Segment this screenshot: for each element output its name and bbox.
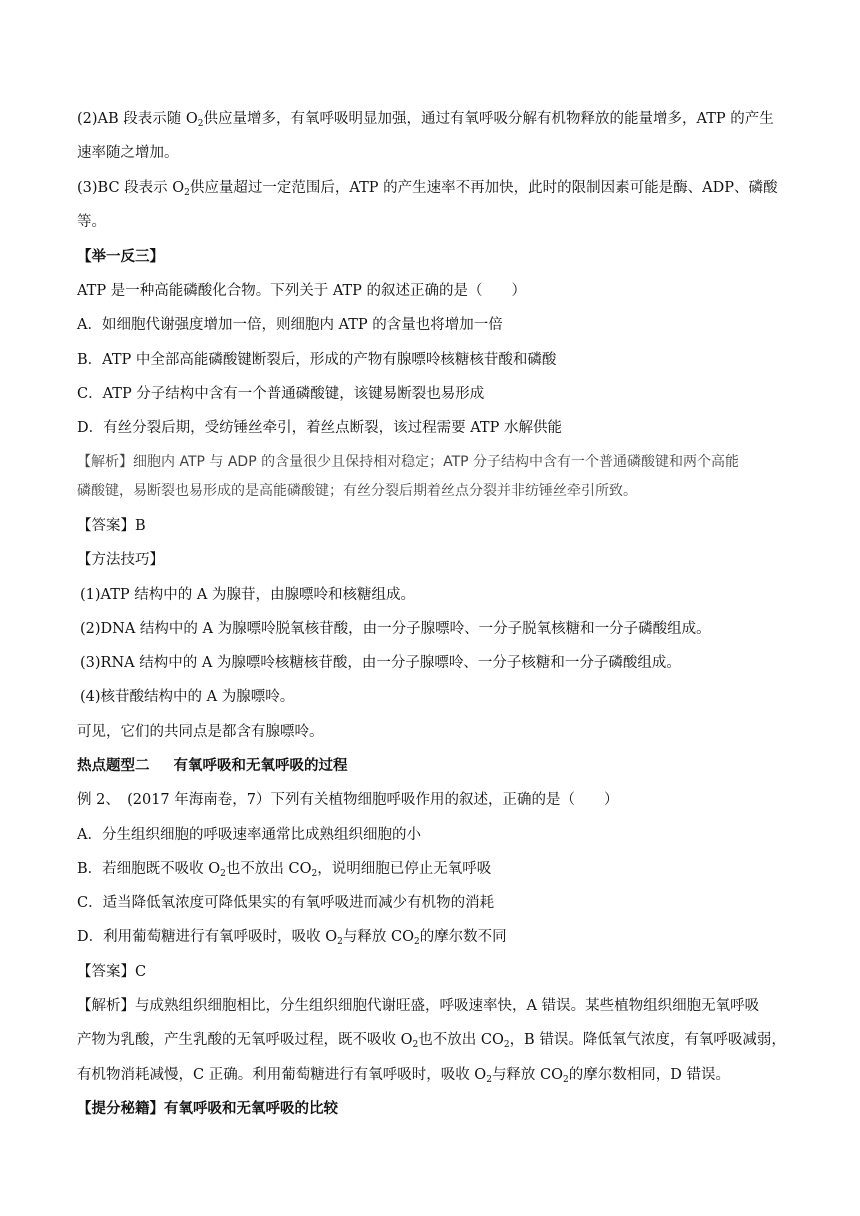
tip-item-1: (1)ATP 结构中的 A 为腺苷，由腺嘌呤和核糖组成。 (80, 587, 415, 603)
paragraph-bc-segment-cont: 等。 (77, 214, 106, 230)
option-a: A．如细胞代谢强度增加一倍，则细胞内 ATP 的含量也将增加一倍 (77, 317, 503, 333)
option-d: D．有丝分裂后期，受纺锤丝牵引，着丝点断裂，该过程需要 ATP 水解供能 (77, 420, 562, 436)
analysis-line-1: 【解析】细胞内 ATP 与 ADP 的含量很少且保持相对稳定；ATP 分子结构中含有一个普通磷酸键和两个高能 (77, 454, 740, 470)
example-2-option-d: D．利用葡萄糖进行有氧呼吸时，吸收 $O_2$与释放 $CO_2$的摩尔数不同 (77, 929, 507, 947)
heading-juyi-fansan: 【举一反三】 (77, 248, 164, 265)
option-b: B．ATP 中全部高能磷酸键断裂后，形成的产物有腺嘌呤核糖核苷酸和磷酸 (77, 352, 557, 368)
paragraph-ab-segment: (2)AB 段表示随 $O_2$供应量增多，有氧呼吸明显加强，通过有氧呼吸分解有机物释放的能量增多，ATP 的产生 (77, 111, 774, 129)
paragraph-ab-segment-cont: 速率随之增加。 (77, 145, 179, 161)
tip-item-2: (2)DNA 结构中的 A 为腺嘌呤脱氧核苷酸，由一分子腺嘌呤、一分子脱氧核糖和一分子磷酸组成。 (80, 621, 711, 637)
answer-2: 【答案】C (77, 964, 147, 980)
analysis-2-line-3: 有机物消耗减慢，C 正确。利用葡萄糖进行有氧呼吸时，吸收 $O_2$与释放 $CO_2$的摩尔数相同，D 错误。 (77, 1067, 730, 1085)
tip-item-4: (4)核苷酸结构中的 A 为腺嘌呤。 (80, 689, 295, 705)
example-2-option-b: B．若细胞既不吸收 $O_2$也不放出 $CO_2$，说明细胞已停止无氧呼吸 (77, 861, 492, 879)
example-2-option-c: C．适当降低氧浓度可降低果实的有氧呼吸进而减少有机物的消耗 (77, 895, 495, 911)
answer-1: 【答案】B (77, 518, 146, 534)
section-heading: 热点题型二 有氧呼吸和无氧呼吸的过程 (77, 757, 348, 774)
analysis-2-line-2: 产物为乳酸，产生乳酸的无氧呼吸过程，既不吸收 $O_2$也不放出 $CO_2$，B 错误。降低氧气浓度，有氧呼吸减弱， (77, 1032, 786, 1050)
example-2-stem: 例 2、 (2017 年海南卷，7）下列有关植物细胞呼吸作用的叙述，正确的是（ ） (77, 792, 619, 808)
tip-item-3: (3)RNA 结构中的 A 为腺嘌呤核糖核苷酸，由一分子腺嘌呤、一分子核糖和一分子磷酸组成。 (80, 655, 681, 671)
tips-conclusion: 可见，它们的共同点是都含有腺嘌呤。 (77, 724, 324, 740)
question-stem: ATP 是一种高能磷酸化合物。下列关于 ATP 的叙述正确的是（ ） (77, 283, 527, 299)
analysis-line-2: 磷酸键，易断裂也易形成的是高能磷酸键；有丝分裂后期着丝点分裂并非纺锤丝牵引所致。 (77, 483, 637, 499)
paragraph-bc-segment: (3)BC 段表示 $O_2$供应量超过一定范围后，ATP 的产生速率不再加快，此时的限制因素可能是酶、ADP、磷酸 (77, 180, 778, 198)
heading-tifen-miji: 【提分秘籍】有氧呼吸和无氧呼吸的比较 (77, 1100, 338, 1117)
heading-method-tips: 【方法技巧】 (77, 552, 164, 568)
analysis-2-line-1: 【解析】与成熟组织细胞相比，分生组织细胞代谢旺盛，呼吸速率快，A 错误。某些植物组织细胞无氧呼吸 (77, 998, 760, 1014)
option-c: C．ATP 分子结构中含有一个普通磷酸键，该键易断裂也易形成 (77, 386, 485, 402)
example-2-option-a: A．分生组织细胞的呼吸速率通常比成熟组织细胞的小 (77, 827, 421, 843)
